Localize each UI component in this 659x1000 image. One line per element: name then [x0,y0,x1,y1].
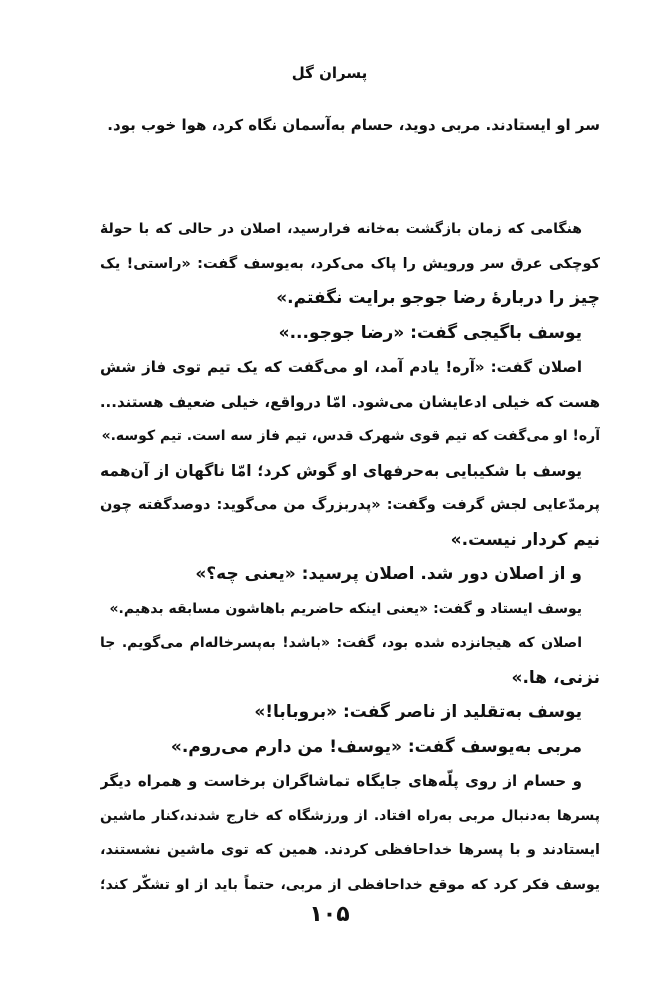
text-line: هنگامی که زمان بازگشت به‌خانه فرارسید، اصلان در حالی که با حولهٔ [100,221,582,237]
text-line: پسرها به‌دنبال مربی به‌راه افتاد. از ورزشگاه که خارج شدند،کنار ماشین [100,807,600,824]
text-line: نیم کردار نیست.» [450,529,600,550]
text-line: یوسف فکر کرد که موقع خداحافظی از مربی، حتماً باید از او تشکّر کند؛ [100,876,600,893]
text-line: آره! او می‌گفت که تیم قوی شهرک قدس، تیم فاز سه است. تیم کوسه.» [101,428,600,444]
text-line: یوسف به‌تقلید از ناصر گفت: «بروبابا!» [254,702,582,722]
main-text [100,212,600,902]
text-line: کوچکی عرق سر ورویش را پاک می‌کرد، به‌یوسف گفت: «راستی! یک [100,255,600,272]
text-line: نزنی، ها.» [511,667,600,688]
text-line: یوسف باگیجی گفت: «رضا جوجو...» [278,322,582,343]
text-line: مربی به‌یوسف گفت: «یوسف! من دارم می‌روم.» [170,736,582,757]
text-line: اصلان گفت: «آره! یادم آمد، او می‌گفت که یک تیم توی فاز شش [100,358,582,376]
text-line: هست که خیلی ادعایشان می‌شود. امّا درواقع، خیلی ضعیف هستند... [100,392,600,411]
text-line: یوسف با شکیبایی به‌حرفهای او گوش کرد؛ امّا ناگهان از آن‌همه [100,461,582,480]
text-line: و حسام از روی پلّه‌های جایگاه تماشاگران برخاست و همراه دیگر [100,772,582,790]
text-line: یوسف ایستاد و گفت: «یعنی اینکه حاضریم باهاشون مسابقه بدهیم.» [109,600,582,617]
text-line: ایستادند و با پسرها خداحافظی کردند. همین که توی ماشین نشستند، [100,842,600,858]
page-number: ۱۰۵ [309,902,350,927]
text-line: پرمدّعایی لجش گرفت وگفت: «پدربزرگ من می‌گوید: دوصدگفته چون [100,497,600,513]
text-line: سر او ایستادند. مربی دوید، حسام به‌آسمان نگاه کرد، هوا خوب بود. [107,116,600,134]
text-line: اصلان که هیجانزده شده بود، گفت: «باشد! به‌پسرخاله‌ام می‌گویم. جا [100,635,582,651]
text-line: چیز را دربارهٔ رضا جوجو برایت نگفتم.» [276,288,600,308]
text-line: و از اصلان دور شد. اصلان پرسید: «یعنی چه؟» [195,564,582,584]
running-title: پسران گل [291,64,368,82]
top-paragraph [100,108,600,143]
